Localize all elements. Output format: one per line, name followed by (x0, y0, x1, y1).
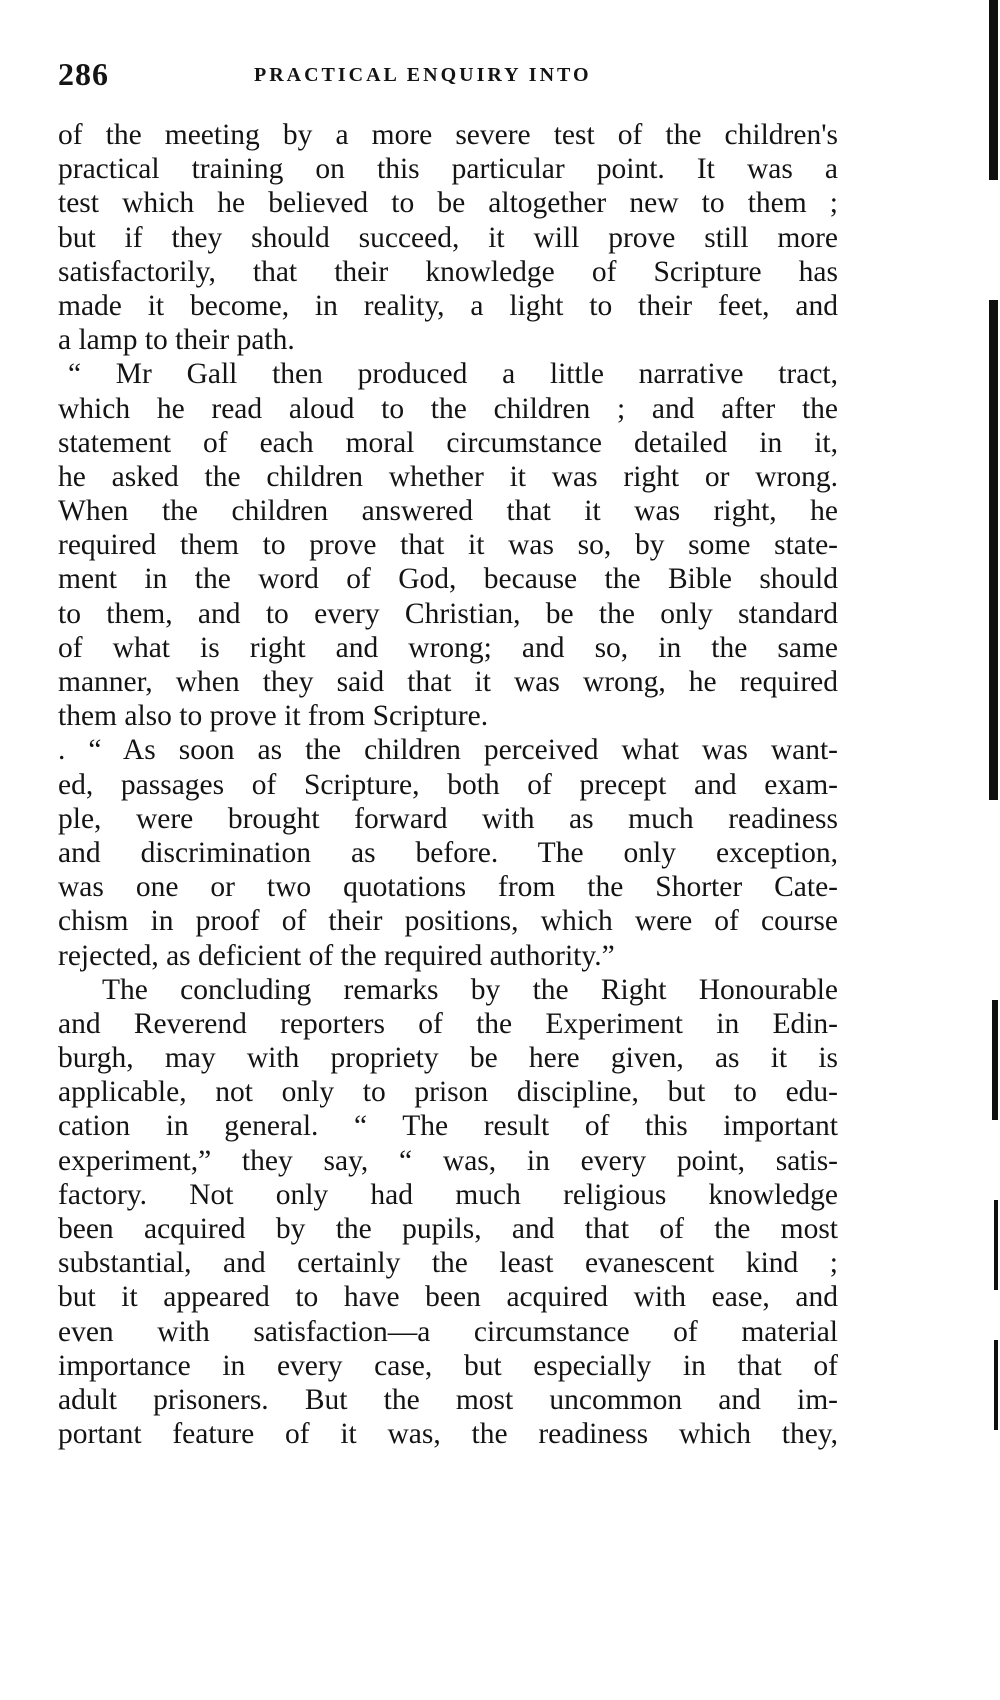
edge-shadow-segment (994, 1200, 998, 1290)
text-line: adult prisoners. But the most uncommon and im- (58, 1383, 838, 1416)
text-line: required them to prove that it was so, by some state- (58, 529, 838, 562)
text-line: . “ As soon as the children perceived what was want- (58, 734, 838, 767)
text-line: cation in general. “ The result of this important (58, 1110, 838, 1143)
text-line: When the children answered that it was right, he (58, 495, 838, 528)
edge-shadow-segment (994, 1340, 998, 1430)
text-line: test which he believed to be altogether new to them ; (58, 187, 838, 220)
text-line: portant feature of it was, the readiness which they, (58, 1418, 838, 1451)
edge-shadow-segment (989, 300, 998, 800)
text-line: applicable, not only to prison discipline, but to edu- (58, 1076, 838, 1109)
text-line: satisfactorily, that their knowledge of Scripture has (58, 255, 838, 288)
text-line: chism in proof of their positions, which were of course (58, 905, 838, 938)
body-text (58, 118, 838, 1451)
text-line: a lamp to their path. (58, 324, 295, 357)
edge-shadow-segment (989, 0, 998, 180)
text-line: them also to prove it from Scripture. (58, 700, 489, 733)
text-line: practical training on this particular point. It was a (58, 153, 838, 186)
text-line: “ Mr Gall then produced a little narrative tract, (68, 358, 838, 391)
text-line: importance in every case, but especially in that of (58, 1349, 838, 1382)
text-line: of what is right and wrong; and so, in the same (58, 631, 838, 664)
text-line: and Reverend reporters of the Experiment in Edin- (58, 1007, 838, 1040)
text-line: manner, when they said that it was wrong, he required (58, 666, 838, 698)
text-line: was one or two quotations from the Shorter Cate- (58, 871, 838, 904)
text-line: been acquired by the pupils, and that of the most (58, 1213, 838, 1245)
text-line: experiment,” they say, “ was, in every point, satis- (58, 1144, 838, 1177)
text-line: even with satisfaction—a circumstance of material (58, 1315, 838, 1348)
edge-shadow-segment (992, 1000, 998, 1120)
text-line: to them, and to every Christian, be the only standard (58, 597, 838, 630)
text-line: but it appeared to have been acquired with ease, and (58, 1281, 838, 1314)
text-line: ment in the word of God, because the Bible should (58, 563, 838, 596)
text-line: statement of each moral circumstance detailed in it, (58, 426, 838, 459)
page-number: 286 (58, 56, 109, 92)
text-line: The concluding remarks by the Right Honourable (102, 973, 838, 1006)
text-line: rejected, as deficient of the required authority.” (58, 939, 615, 972)
scan-edge-shadow (986, 0, 1000, 1700)
text-line: factory. Not only had much religious knowledge (58, 1178, 838, 1211)
text-line: made it become, in reality, a light to their feet, and (58, 289, 838, 322)
running-head (58, 56, 838, 96)
text-line: ed, passages of Scripture, both of precept and exam- (58, 768, 838, 801)
text-line: burgh, may with propriety be here given, as it is (58, 1042, 838, 1075)
running-title: PRACTICAL ENQUIRY INTO (254, 64, 592, 86)
text-line: he asked the children whether it was right or wrong. (58, 460, 838, 493)
text-line: ple, were brought forward with as much readiness (58, 802, 838, 835)
text-line: substantial, and certainly the least evanescent kind ; (58, 1247, 838, 1280)
text-line: of the meeting by a more severe test of the children's (58, 119, 838, 151)
text-line: which he read aloud to the children ; and after the (58, 392, 838, 425)
text-line: but if they should succeed, it will prove still more (58, 221, 838, 254)
text-line: and discrimination as before. The only exception, (58, 836, 838, 869)
